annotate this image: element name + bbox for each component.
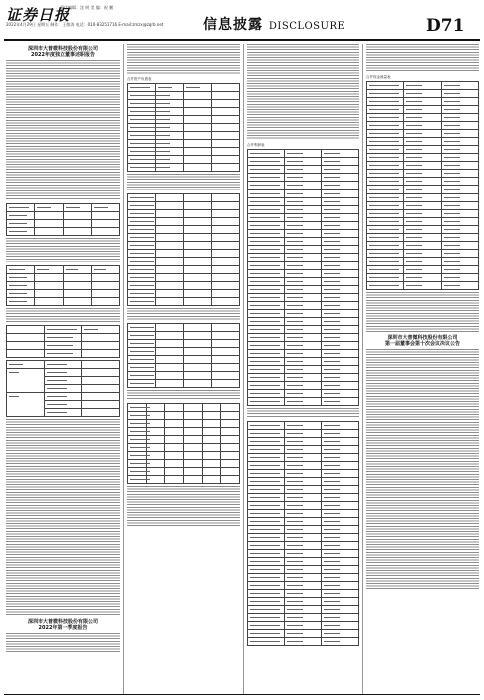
article-body xyxy=(6,419,120,615)
column-divider xyxy=(243,44,244,694)
column-4 xyxy=(366,44,479,692)
article-title-line: 深圳市大普微科技股份有限公司 xyxy=(387,335,458,341)
article-body xyxy=(127,486,240,526)
article-title xyxy=(6,46,120,58)
article-title-line: 2022年第一季度报告 xyxy=(38,625,88,631)
table-caption: 合并资产负债表 xyxy=(127,77,152,81)
data-table xyxy=(247,149,359,406)
article-title-line: 第一届董事会第十次会议决议公告 xyxy=(384,341,460,347)
article-body xyxy=(366,292,479,332)
masthead-rule xyxy=(4,39,480,41)
data-table xyxy=(127,323,240,388)
article-body xyxy=(247,408,359,418)
newspaper-logo: 证券日报 xyxy=(6,6,71,24)
article-body xyxy=(6,238,120,262)
footer-rule xyxy=(4,694,480,695)
article-body xyxy=(127,308,240,320)
article-body xyxy=(127,174,240,190)
column-divider xyxy=(362,44,363,694)
column-3 xyxy=(247,44,359,692)
article-title-line: 深圳市大普微科技股份有限公司 xyxy=(27,46,98,52)
table-caption: 合并现金流量表 xyxy=(366,75,391,79)
column-1 xyxy=(6,44,120,692)
article-body xyxy=(366,44,479,72)
column-divider xyxy=(123,44,124,694)
data-table xyxy=(6,203,120,236)
masthead xyxy=(0,0,484,40)
data-table xyxy=(127,193,240,306)
article-title xyxy=(366,335,479,347)
article-body xyxy=(6,633,120,653)
data-table xyxy=(6,265,120,306)
dateline: 2022年4月29日 星期五 制作：王敬涛 电话：010-83251716 E-mail:zmzx@zqrb.net xyxy=(6,22,164,27)
article-body xyxy=(127,44,240,74)
article-title-line: 深圳市大普微科技股份有限公司 xyxy=(27,619,98,625)
column-2 xyxy=(127,44,240,692)
section-title xyxy=(203,14,345,34)
table-caption: 合并利润表 xyxy=(247,143,265,147)
section-title-cn: 信息披露 xyxy=(203,17,263,33)
section-title-en: DISCLOSURE xyxy=(268,21,346,32)
page-number: D71 xyxy=(426,16,465,36)
article-body xyxy=(6,60,120,200)
article-title-line: 2022年度独立董事述职报告 xyxy=(31,52,95,58)
data-table xyxy=(127,83,240,172)
data-table xyxy=(247,421,359,646)
article-body xyxy=(127,390,240,400)
article-title xyxy=(6,619,120,631)
article-body xyxy=(366,349,479,589)
data-table xyxy=(6,360,120,417)
data-table xyxy=(366,81,479,290)
article-body xyxy=(6,308,120,322)
editor-credit: 责任编辑：沈 明 美 编：祝 鹏 xyxy=(60,5,114,10)
article-body xyxy=(247,44,359,140)
data-table xyxy=(6,325,120,358)
data-table xyxy=(127,403,240,484)
